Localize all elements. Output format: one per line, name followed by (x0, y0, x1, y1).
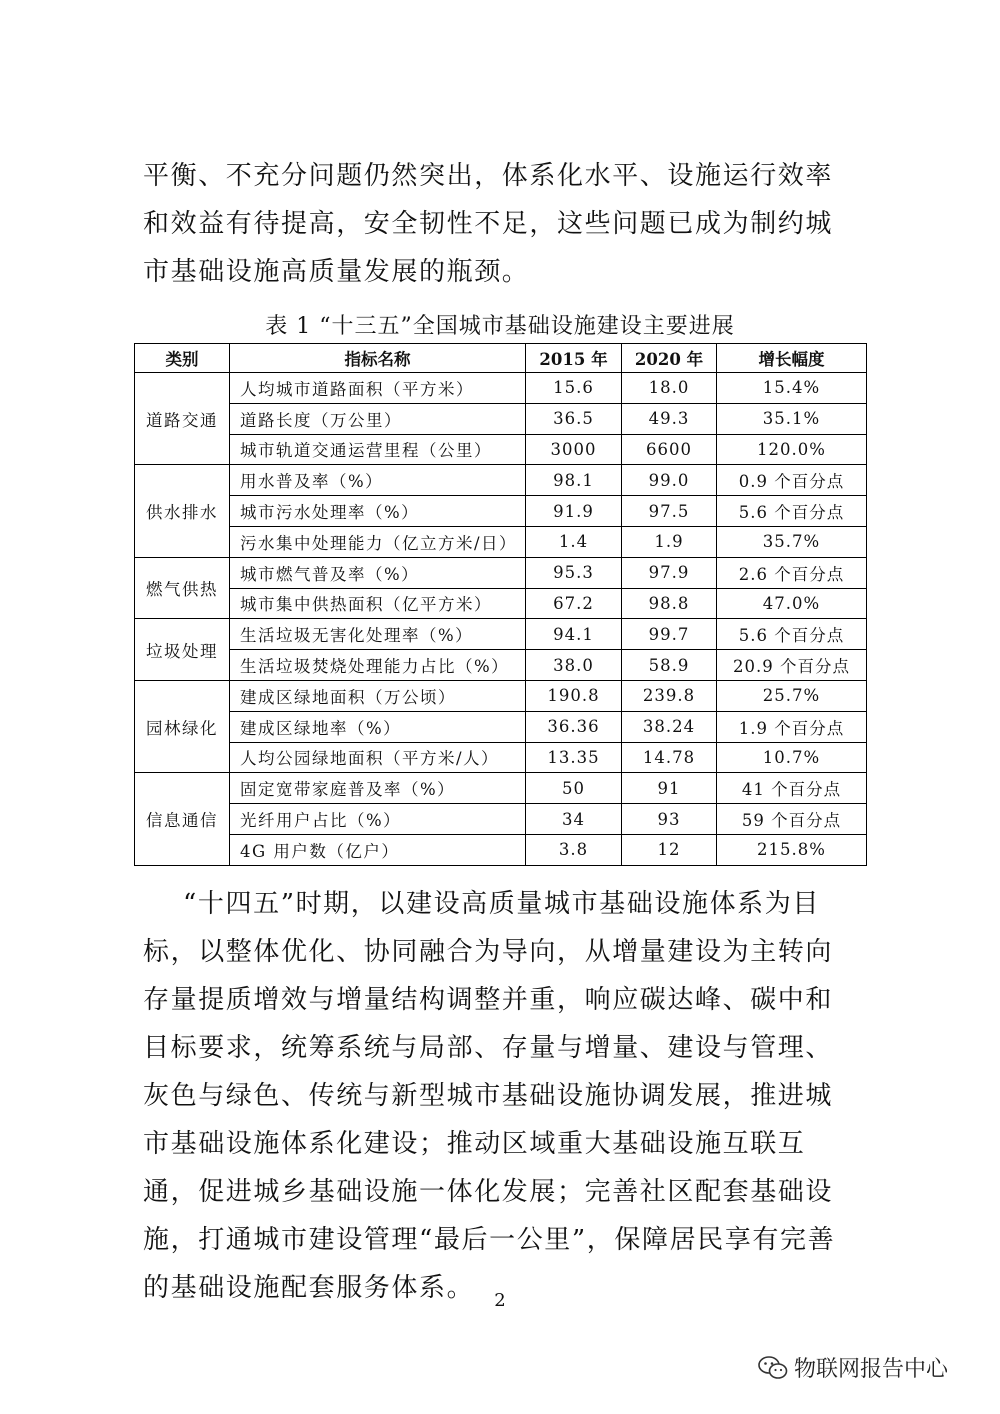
value-2015-cell: 36.36 (526, 711, 622, 742)
growth-cell: 20.9 个百分点 (717, 650, 867, 681)
growth-cell: 1.9 个百分点 (717, 711, 867, 742)
value-2020-cell: 38.24 (622, 711, 717, 742)
header-growth: 增长幅度 (717, 344, 867, 373)
value-2020-cell: 97.9 (622, 557, 717, 588)
outlook-paragraph: “十四五”时期，以建设高质量城市基础设施体系为目标，以整体优化、协同融合为导向，从增量建设为主转向存量提质增效与增量结构调整并重，响应碳达峰、碳中和目标要求，统筹系统与局部、存量与增量、建设与管理、灰色与绿色、传统与新型城市基础设施协调发展，推进城市基础设施体系化建设；推动区域重大基础设施互联互通，促进城乡基础设施一体化发展；完善社区配套基础设施，打通城市建设管理“最后一公里”，保障居民享有完善的基础设施配套服务体系。 (143, 889, 836, 1303)
indicator-cell: 人均公园绿地面积（平方米/人） (230, 742, 526, 773)
growth-cell: 2.6 个百分点 (717, 557, 867, 588)
growth-cell: 59 个百分点 (717, 804, 867, 835)
intro-paragraph: 平衡、不充分问题仍然突出，体系化水平、设施运行效率和效益有待提高，安全韧性不足，这些问题已成为制约城市基础设施高质量发展的瓶颈。 (143, 161, 834, 287)
value-2015-cell: 38.0 (526, 650, 622, 681)
growth-cell: 10.7% (717, 742, 867, 773)
value-2020-cell: 58.9 (622, 650, 717, 681)
value-2020-cell: 91 (622, 773, 717, 804)
indicator-cell: 污水集中处理能力（亿立方米/日） (230, 526, 526, 557)
indicator-cell: 固定宽带家庭普及率（%） (230, 773, 526, 804)
indicator-cell: 用水普及率（%） (230, 465, 526, 496)
category-cell: 垃圾处理 (135, 619, 230, 681)
value-2020-cell: 12 (622, 834, 717, 865)
indicator-cell: 4G 用户数（亿户） (230, 834, 526, 865)
table-row (135, 434, 867, 465)
value-2015-cell: 91.9 (526, 496, 622, 527)
value-2015-cell: 190.8 (526, 680, 622, 711)
value-2020-cell: 14.78 (622, 742, 717, 773)
growth-cell: 47.0% (717, 588, 867, 619)
category-cell: 燃气供热 (135, 557, 230, 619)
growth-cell: 5.6 个百分点 (717, 619, 867, 650)
table-row (135, 496, 867, 527)
header-2020: 2020 年 (622, 344, 717, 373)
table-row (135, 650, 867, 681)
table-row (135, 526, 867, 557)
growth-cell: 25.7% (717, 680, 867, 711)
value-2020-cell: 49.3 (622, 403, 717, 434)
value-2020-cell: 18.0 (622, 373, 717, 404)
indicator-cell: 城市集中供热面积（亿平方米） (230, 588, 526, 619)
value-2015-cell: 34 (526, 804, 622, 835)
indicator-cell: 道路长度（万公里） (230, 403, 526, 434)
table-row (135, 834, 867, 865)
value-2015-cell: 3000 (526, 434, 622, 465)
value-2020-cell: 239.8 (622, 680, 717, 711)
value-2015-cell: 1.4 (526, 526, 622, 557)
table-row (135, 373, 867, 404)
indicator-cell: 城市轨道交通运营里程（公里） (230, 434, 526, 465)
growth-cell: 120.0% (717, 434, 867, 465)
value-2020-cell: 97.5 (622, 496, 717, 527)
indicator-cell: 城市燃气普及率（%） (230, 557, 526, 588)
growth-cell: 0.9 个百分点 (717, 465, 867, 496)
table-row (135, 588, 867, 619)
progress-table (134, 343, 867, 866)
category-cell: 信息通信 (135, 773, 230, 865)
table-row (135, 680, 867, 711)
value-2015-cell: 95.3 (526, 557, 622, 588)
indicator-cell: 光纤用户占比（%） (230, 804, 526, 835)
watermark-text: 物联网报告中心 (794, 1357, 949, 1382)
table-header-row (135, 344, 867, 373)
header-category: 类别 (135, 344, 230, 373)
growth-cell: 35.1% (717, 403, 867, 434)
value-2015-cell: 98.1 (526, 465, 622, 496)
table-row (135, 742, 867, 773)
header-2015: 2015 年 (526, 344, 622, 373)
table-row (135, 804, 867, 835)
value-2020-cell: 1.9 (622, 526, 717, 557)
indicator-cell: 城市污水处理率（%） (230, 496, 526, 527)
value-2020-cell: 99.0 (622, 465, 717, 496)
growth-cell: 15.4% (717, 373, 867, 404)
value-2015-cell: 3.8 (526, 834, 622, 865)
indicator-cell: 生活垃圾无害化处理率（%） (230, 619, 526, 650)
table-caption: 表 1 “十三五”全国城市基础设施建设主要进展 (265, 314, 735, 339)
category-cell: 园林绿化 (135, 680, 230, 772)
category-cell: 道路交通 (135, 373, 230, 465)
value-2015-cell: 50 (526, 773, 622, 804)
value-2015-cell: 15.6 (526, 373, 622, 404)
value-2020-cell: 98.8 (622, 588, 717, 619)
value-2015-cell: 36.5 (526, 403, 622, 434)
growth-cell: 5.6 个百分点 (717, 496, 867, 527)
value-2015-cell: 67.2 (526, 588, 622, 619)
table-row (135, 619, 867, 650)
growth-cell: 215.8% (717, 834, 867, 865)
table-row (135, 465, 867, 496)
value-2020-cell: 93 (622, 804, 717, 835)
table-row (135, 711, 867, 742)
indicator-cell: 生活垃圾焚烧处理能力占比（%） (230, 650, 526, 681)
header-indicator: 指标名称 (230, 344, 526, 373)
indicator-cell: 建成区绿地率（%） (230, 711, 526, 742)
wechat-icon (758, 1355, 788, 1381)
table-row (135, 557, 867, 588)
indicator-cell: 人均城市道路面积（平方米） (230, 373, 526, 404)
value-2015-cell: 94.1 (526, 619, 622, 650)
value-2020-cell: 6600 (622, 434, 717, 465)
watermark (758, 1352, 948, 1383)
value-2020-cell: 99.7 (622, 619, 717, 650)
growth-cell: 35.7% (717, 526, 867, 557)
growth-cell: 41 个百分点 (717, 773, 867, 804)
value-2015-cell: 13.35 (526, 742, 622, 773)
page-number: 2 (494, 1290, 506, 1311)
category-cell: 供水排水 (135, 465, 230, 557)
table-row (135, 403, 867, 434)
indicator-cell: 建成区绿地面积（万公顷） (230, 680, 526, 711)
table-row (135, 773, 867, 804)
